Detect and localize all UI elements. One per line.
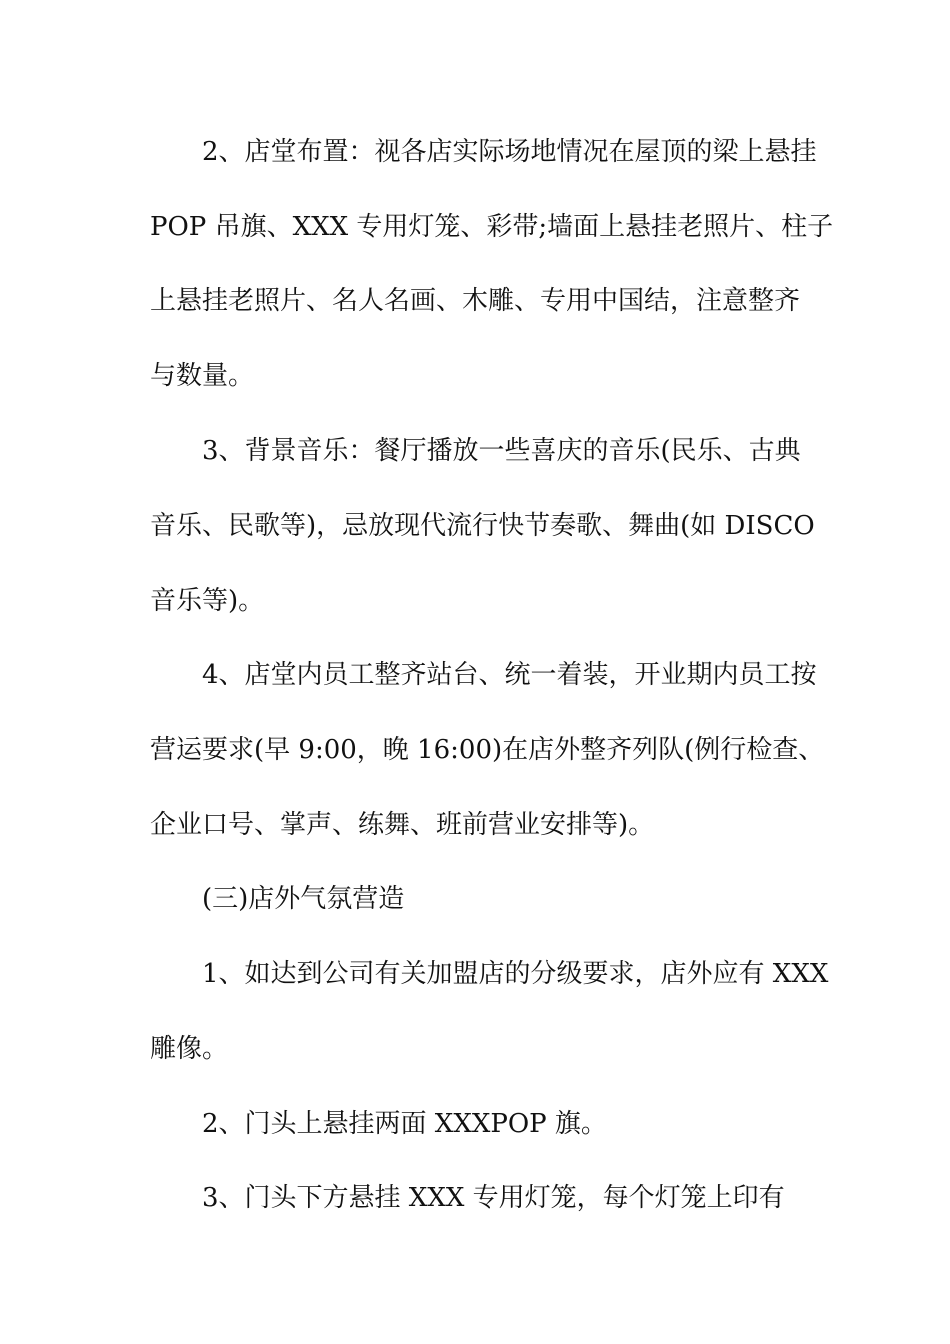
paragraph-line: 音乐、民歌等)，忌放现代流行快节奏歌、舞曲(如 DISCO (150, 511, 815, 541)
paragraph-line: 3、门头下方悬挂 XXX 专用灯笼，每个灯笼上印有 (202, 1183, 785, 1213)
paragraph-line: 音乐等)。 (150, 586, 265, 616)
paragraph-line: 4、店堂内员工整齐站台、统一着装，开业期内员工按 (202, 660, 817, 690)
paragraph-line: 2、店堂布置：视各店实际场地情况在屋顶的梁上悬挂 (202, 137, 817, 167)
paragraph-line: 1、如达到公司有关加盟店的分级要求，店外应有 XXX (202, 959, 829, 989)
paragraph-line: 3、背景音乐：餐厅播放一些喜庆的音乐(民乐、古典 (202, 436, 801, 466)
paragraph-line: POP 吊旗、XXX 专用灯笼、彩带;墙面上悬挂老照片、柱子 (150, 212, 834, 242)
paragraph-line: 营运要求(早 9:00，晚 16:00)在店外整齐列队(例行检查、 (150, 735, 825, 765)
paragraph-line: 雕像。 (150, 1034, 229, 1064)
paragraph-line: 企业口号、掌声、练舞、班前营业安排等)。 (150, 810, 655, 840)
paragraph-line: 与数量。 (150, 361, 255, 391)
section-heading: (三)店外气氛营造 (202, 884, 405, 914)
paragraph-line: 2、门头上悬挂两面 XXXPOP 旗。 (202, 1109, 607, 1139)
paragraph-line: 上悬挂老照片、名人名画、木雕、专用中国结，注意整齐 (150, 286, 801, 316)
